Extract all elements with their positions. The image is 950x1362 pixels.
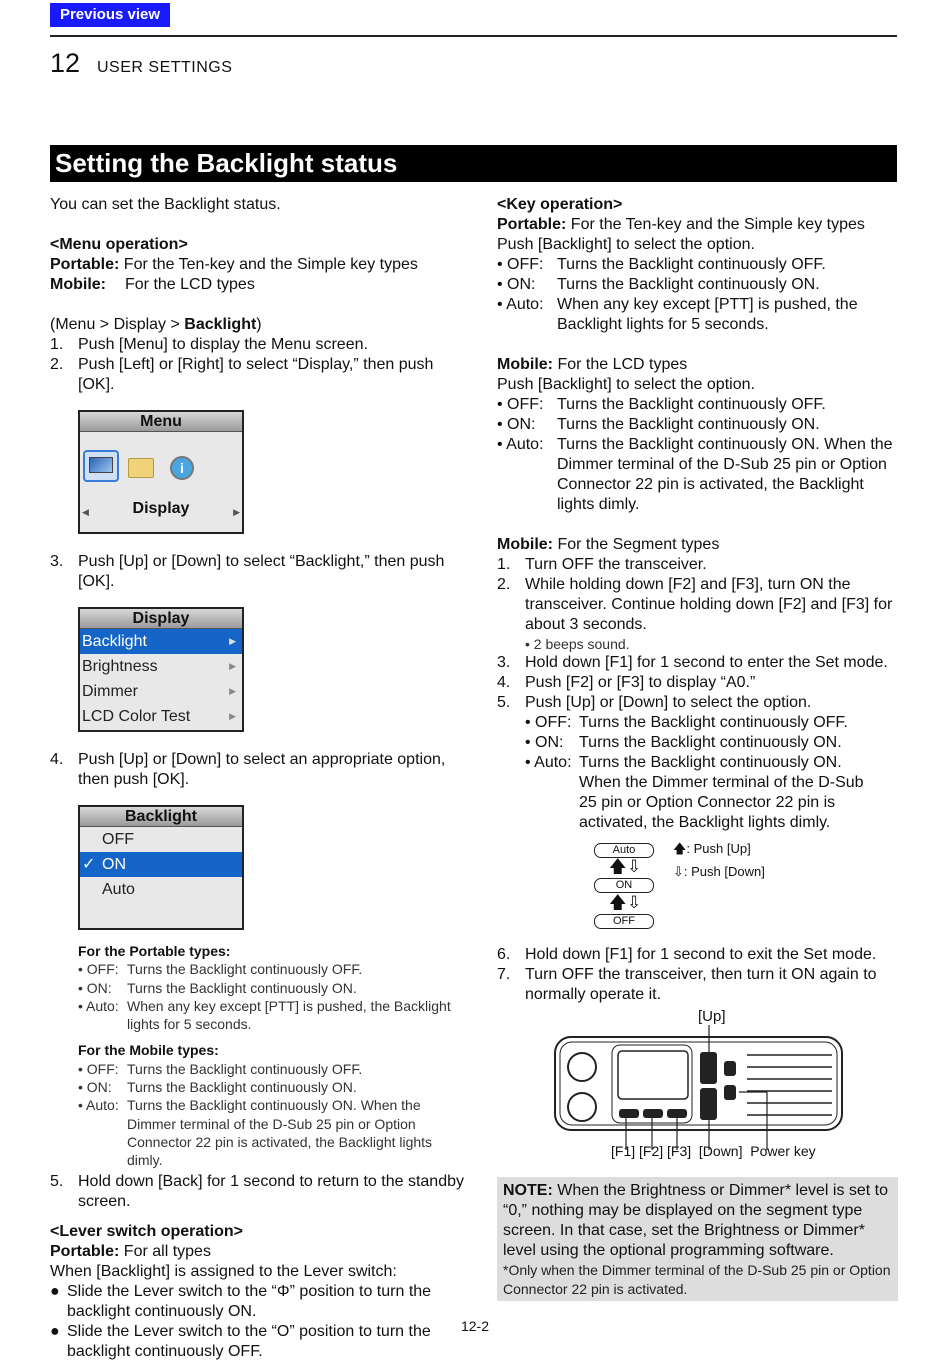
section-title: Setting the Backlight status xyxy=(50,145,897,182)
label: Mobile: xyxy=(497,536,553,553)
desc: Turns the Backlight continuously OFF. xyxy=(557,256,826,273)
option-row xyxy=(78,979,470,997)
num: 3. xyxy=(50,553,64,570)
text: Turn OFF the transceiver. xyxy=(525,556,707,573)
text: Slide the Lever switch to the “Φ” position to turn the backlight continuously ON. xyxy=(67,1282,432,1320)
step xyxy=(50,750,470,790)
menu-item-lcd-color-test[interactable] xyxy=(80,704,242,729)
screen-title: Display xyxy=(80,609,242,629)
num: 1. xyxy=(497,556,511,573)
key: • OFF: xyxy=(78,961,119,978)
label: Portable: xyxy=(50,256,120,273)
text: Hold down [F1] for 1 second to enter the Set mode. xyxy=(525,654,888,672)
text: While holding down [F2] and [F3], turn ON the transceiver. Continue holding down [F2] and [F3] for about 3 seconds. xyxy=(525,576,893,633)
left-column xyxy=(50,195,470,1362)
path-end: ) xyxy=(256,316,262,333)
menu-item-brightness[interactable] xyxy=(80,654,242,679)
chapter-number: 12 xyxy=(50,48,81,78)
text: For the Ten-key and the Simple key types xyxy=(570,216,865,233)
state-off: OFF xyxy=(594,914,654,929)
option-on[interactable] xyxy=(80,852,242,877)
down-arrow-icon: ⇩ xyxy=(627,857,642,877)
desc: Turns the Backlight continuously ON. xyxy=(579,734,842,752)
option-row xyxy=(497,395,900,415)
text: For the LCD types xyxy=(557,356,688,373)
option-row xyxy=(525,733,900,753)
num: 7. xyxy=(497,966,511,984)
step xyxy=(497,965,900,1005)
label: Auto xyxy=(102,881,135,898)
page-number: 12-2 xyxy=(460,1318,490,1334)
note-box xyxy=(497,1177,898,1301)
text: When the Brightness or Dimmer* level is set to “0,” nothing may be displayed on the segment type screen. In that case, set the Brightness or Dimmer* level using the optional programming software. xyxy=(503,1182,889,1260)
text: Hold down [F1] for 1 second to exit the Set mode. xyxy=(525,946,877,964)
num: 2. xyxy=(497,576,511,593)
portable-line xyxy=(497,215,900,235)
key: • OFF: xyxy=(78,1060,119,1077)
desc: When any key except [PTT] is pushed, the Backlight lights for 5 seconds. xyxy=(127,997,451,1033)
text: Push [Up] or [Down] to select an appropriate option, then push [OK]. xyxy=(78,751,446,788)
option-off[interactable] xyxy=(80,827,242,852)
heading: For the Mobile types: xyxy=(78,1042,219,1059)
key: • Auto: xyxy=(78,997,119,1014)
up-arrow-icon: 🡅 xyxy=(609,857,627,877)
key: • ON: xyxy=(497,276,536,293)
menu-path xyxy=(50,315,470,335)
text: Turn OFF the transceiver, then turn it ON again to normally operate it. xyxy=(525,966,877,1004)
text: For the Segment types xyxy=(557,536,720,553)
folder-icon xyxy=(128,458,154,478)
key-labels: [F1] [F2] [F3] [Down] Power key xyxy=(611,1143,816,1160)
key: • OFF: xyxy=(497,256,544,273)
note-label: NOTE: xyxy=(503,1182,553,1200)
mobile-seg-line xyxy=(497,535,900,555)
display-screen xyxy=(78,607,244,732)
text: Slide the Lever switch to the “O” position to turn the backlight continuously OFF. xyxy=(67,1322,431,1360)
option-cycle-diagram xyxy=(497,833,900,943)
key: • Auto: xyxy=(525,754,572,772)
lever-portable-line xyxy=(50,1242,470,1262)
label: Portable: xyxy=(50,1242,120,1260)
desc: Turns the Backlight continuously ON. When the Dimmer terminal of the D-Sub 25 pin or Option Connector 22 pin is activated, the Backlight lights dimly. xyxy=(127,1097,433,1169)
label: ON xyxy=(102,856,126,873)
menu-item-dimmer[interactable] xyxy=(80,679,242,704)
option-row xyxy=(497,415,900,435)
desc: Turns the Backlight continuously ON. xyxy=(557,416,820,433)
option-row xyxy=(78,960,470,978)
label: : Push [Up] xyxy=(686,841,751,857)
text: Push [Up] or [Down] to select the option. xyxy=(525,694,812,712)
option-row xyxy=(497,255,900,275)
push-text: Push [Backlight] to select the option. xyxy=(497,236,755,253)
text: For the Ten-key and the Simple key types xyxy=(123,256,418,273)
num: 4. xyxy=(50,751,64,768)
text: Push [Left] or [Right] to select “Display,” then push [OK]. xyxy=(78,356,434,393)
lever-heading: <Lever switch operation> xyxy=(50,1222,243,1240)
legend-up xyxy=(673,839,751,859)
desc: Turns the Backlight continuously ON. xyxy=(127,1079,357,1096)
num: 1. xyxy=(50,336,64,353)
screen-title: Backlight xyxy=(80,807,242,827)
step xyxy=(50,1172,470,1212)
left-arrow-icon: ◀ xyxy=(82,507,89,517)
label: Brightness xyxy=(82,658,158,675)
bullet-icon: ● xyxy=(50,1282,60,1300)
up-arrow-icon: 🡅 xyxy=(609,893,627,913)
text: Push [Menu] to display the Menu screen. xyxy=(78,336,368,353)
label: Dimmer xyxy=(82,683,138,700)
num: 4. xyxy=(497,674,511,692)
radio-front-panel-icon xyxy=(552,1025,847,1150)
menu-screen xyxy=(78,410,244,534)
legend-down xyxy=(673,862,765,882)
down-arrow-icon: ⇩ xyxy=(627,893,642,913)
label: : Push [Down] xyxy=(683,864,765,880)
num: 3. xyxy=(497,654,511,672)
right-column xyxy=(497,195,900,1301)
state-auto: Auto xyxy=(594,843,654,858)
step xyxy=(497,945,900,965)
option-row xyxy=(497,275,900,295)
display-icon xyxy=(83,450,119,482)
key: • ON: xyxy=(78,979,112,996)
option-row xyxy=(525,713,900,733)
portable-line xyxy=(50,255,470,275)
num: 5. xyxy=(497,694,511,712)
step xyxy=(50,355,470,395)
down-arrow-icon: ⇩ xyxy=(673,864,684,880)
selected-item: Display xyxy=(132,500,190,517)
up-label: [Up] xyxy=(698,1008,726,1026)
option-row xyxy=(78,997,470,1034)
seg-options xyxy=(497,713,900,833)
option-row xyxy=(497,295,900,335)
beeps-note: • 2 beeps sound. xyxy=(525,636,630,652)
check-icon: ✓ xyxy=(82,856,96,873)
text: For all types xyxy=(123,1242,211,1260)
step xyxy=(497,555,900,575)
key: • Auto: xyxy=(497,436,544,453)
option-auto[interactable] xyxy=(80,877,242,902)
desc: Turns the Backlight continuously ON. xyxy=(127,979,357,996)
desc: Turns the Backlight continuously OFF. xyxy=(127,961,363,978)
desc: Turns the Backlight continuously ON. When the Dimmer terminal of the D-Sub 25 pin or Option Connector 22 pin is activated, the Backlight lights dimly. xyxy=(579,754,864,832)
menu-item-backlight[interactable] xyxy=(80,629,242,654)
note-footnote: *Only when the Dimmer terminal of the D-Sub 25 pin or Option Connector 22 pin is activated. xyxy=(503,1262,891,1297)
radio-diagram xyxy=(497,1005,900,1165)
num: 5. xyxy=(50,1172,64,1190)
num: 6. xyxy=(497,946,511,964)
key: • OFF: xyxy=(525,714,572,732)
label: Backlight xyxy=(82,633,147,650)
chevron-right-icon: ▶ xyxy=(229,686,236,696)
key: • Auto: xyxy=(78,1097,119,1114)
push-text: Push [Backlight] to select the option. xyxy=(497,376,755,393)
step xyxy=(497,653,900,673)
mobile-line xyxy=(50,275,470,295)
label: Portable: xyxy=(497,216,567,233)
label: Mobile: xyxy=(50,276,106,293)
label: Mobile: xyxy=(497,356,553,373)
chevron-right-icon: ▶ xyxy=(229,661,236,671)
path: (Menu > Display > xyxy=(50,316,185,333)
key: • ON: xyxy=(525,734,564,752)
chevron-right-icon: ▶ xyxy=(229,636,236,646)
key: • ON: xyxy=(497,416,536,433)
option-row xyxy=(525,753,900,833)
label: OFF xyxy=(102,831,134,848)
option-row xyxy=(497,435,900,515)
desc: Turns the Backlight continuously OFF. xyxy=(579,714,848,732)
desc: Turns the Backlight continuously OFF. xyxy=(557,396,826,413)
step xyxy=(497,693,900,713)
text: Hold down [Back] for 1 second to return to the standby screen. xyxy=(78,1172,464,1210)
option-row xyxy=(78,1096,470,1169)
option-row xyxy=(78,1060,470,1078)
text: Push [F2] or [F3] to display “A0.” xyxy=(525,674,756,692)
step xyxy=(50,335,470,355)
note-text xyxy=(503,1181,892,1261)
state-on: ON xyxy=(594,878,654,893)
mobile-lcd-line xyxy=(497,355,900,375)
intro: You can set the Backlight status. xyxy=(50,196,281,213)
step xyxy=(50,552,470,592)
bullet-icon: ● xyxy=(50,1322,60,1340)
portable-types-block xyxy=(78,942,470,1170)
desc: When any key except [PTT] is pushed, the Backlight lights for 5 seconds. xyxy=(557,296,858,333)
up-arrow-icon: 🡅 xyxy=(673,841,687,857)
option-row xyxy=(78,1078,470,1096)
key: • ON: xyxy=(78,1079,112,1096)
menu-operation-heading: <Menu operation> xyxy=(50,236,188,253)
heading: For the Portable types: xyxy=(78,943,231,959)
step xyxy=(497,575,900,635)
backlight-screen xyxy=(78,805,244,930)
screen-title: Menu xyxy=(80,412,242,432)
label: LCD Color Test xyxy=(82,708,191,725)
info-icon: i xyxy=(170,456,194,480)
num: 2. xyxy=(50,356,64,373)
text: For the LCD types xyxy=(125,276,255,293)
previous-view-button[interactable]: Previous view xyxy=(50,3,170,27)
key-operation-heading: <Key operation> xyxy=(497,196,623,213)
text: Push [Up] or [Down] to select “Backlight,” then push [OK]. xyxy=(78,553,445,590)
header-rule xyxy=(50,35,897,37)
step xyxy=(497,673,900,693)
key: • OFF: xyxy=(497,396,544,413)
right-arrow-icon: ▶ xyxy=(233,507,240,517)
lever-intro: When [Backlight] is assigned to the Lever switch: xyxy=(50,1262,397,1280)
key: • Auto: xyxy=(497,296,544,313)
desc: Turns the Backlight continuously OFF. xyxy=(127,1060,363,1077)
desc: Turns the Backlight continuously ON. xyxy=(557,276,820,293)
path-bold: Backlight xyxy=(184,316,257,333)
desc: Turns the Backlight continuously ON. When the Dimmer terminal of the D-Sub 25 pin or Option Connector 22 pin is activated, the Backlight lights dimly. xyxy=(557,436,893,513)
chevron-right-icon: ▶ xyxy=(229,711,236,721)
chapter-title: USER SETTINGS xyxy=(97,59,233,76)
